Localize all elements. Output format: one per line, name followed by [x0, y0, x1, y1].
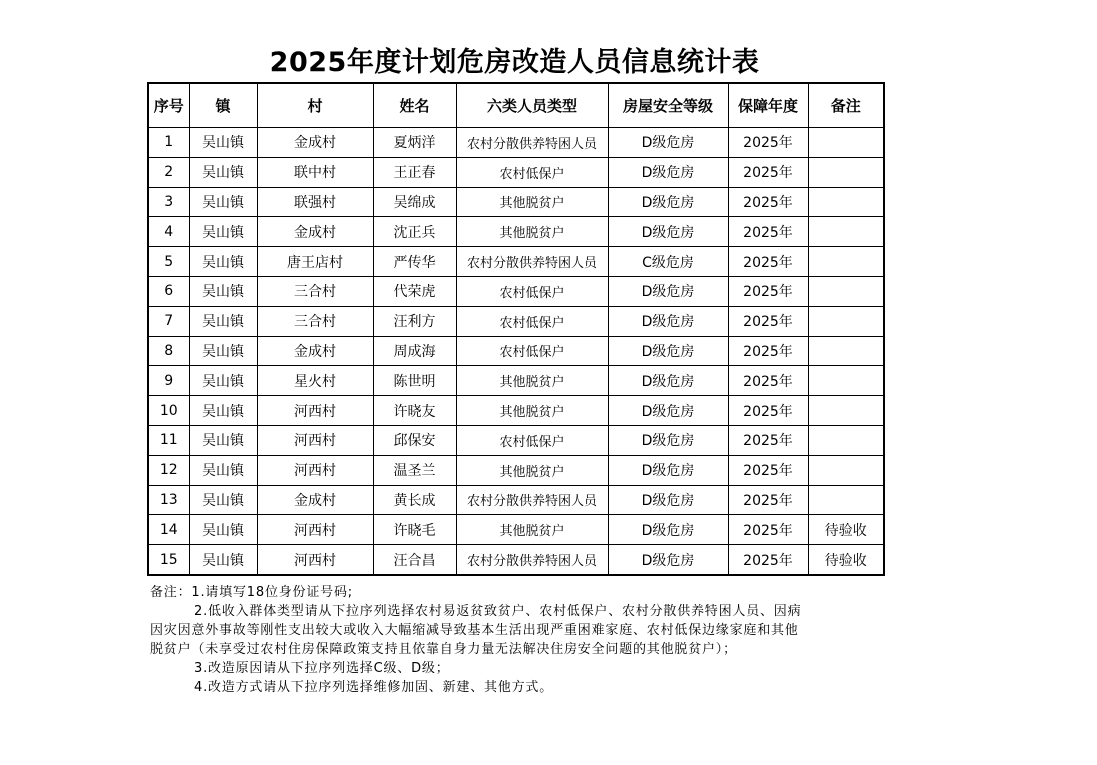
cell-town: 吴山镇 [189, 157, 257, 187]
cell-person-type: 农村分散供养特困人员 [456, 485, 608, 515]
cell-name: 代荣虎 [373, 276, 456, 306]
cell-safety-level: D级危房 [608, 396, 728, 426]
cell-person-type: 其他脱贫户 [456, 515, 608, 545]
cell-index: 11 [148, 425, 189, 455]
cell-village: 河西村 [257, 396, 373, 426]
cell-name: 黄长成 [373, 485, 456, 515]
cell-person-type: 其他脱贫户 [456, 366, 608, 396]
cell-index: 1 [148, 128, 189, 158]
cell-index: 4 [148, 217, 189, 247]
cell-year: 2025年 [728, 455, 808, 485]
cell-town: 吴山镇 [189, 336, 257, 366]
cell-safety-level: D级危房 [608, 187, 728, 217]
cell-remark [808, 336, 884, 366]
cell-name: 许晓友 [373, 396, 456, 426]
cell-town: 吴山镇 [189, 366, 257, 396]
cell-remark [808, 217, 884, 247]
cell-name: 沈正兵 [373, 217, 456, 247]
cell-town: 吴山镇 [189, 128, 257, 158]
cell-person-type: 其他脱贫户 [456, 217, 608, 247]
cell-index: 6 [148, 276, 189, 306]
cell-index: 8 [148, 336, 189, 366]
cell-village: 金成村 [257, 217, 373, 247]
cell-index: 10 [148, 396, 189, 426]
table-row [148, 455, 884, 485]
header-person-type: 六类人员类型 [456, 83, 608, 128]
cell-index: 2 [148, 157, 189, 187]
cell-name: 吴绵成 [373, 187, 456, 217]
cell-town: 吴山镇 [189, 276, 257, 306]
cell-person-type: 农村分散供养特困人员 [456, 128, 608, 158]
cell-remark [808, 276, 884, 306]
cell-index: 9 [148, 366, 189, 396]
cell-safety-level: D级危房 [608, 276, 728, 306]
cell-name: 汪合昌 [373, 545, 456, 575]
cell-person-type: 农村低保户 [456, 306, 608, 336]
cell-village: 星火村 [257, 366, 373, 396]
cell-remark [808, 247, 884, 277]
cell-index: 15 [148, 545, 189, 575]
cell-person-type: 农村低保户 [456, 157, 608, 187]
cell-index: 13 [148, 485, 189, 515]
cell-year: 2025年 [728, 366, 808, 396]
note-line: 脱贫户（未享受过农村住房保障政策支持且依靠自身力量无法解决住房安全问题的其他脱贫户）； [150, 642, 737, 657]
note-line: 备注：1.请填写18位身份证号码; [150, 585, 353, 600]
header-village: 村 [257, 83, 373, 128]
table-body [148, 128, 884, 575]
cell-person-type: 其他脱贫户 [456, 396, 608, 426]
cell-village: 金成村 [257, 336, 373, 366]
cell-village: 联强村 [257, 187, 373, 217]
header-remark: 备注 [808, 83, 884, 128]
header-index: 序号 [148, 83, 189, 128]
cell-town: 吴山镇 [189, 217, 257, 247]
cell-remark [808, 306, 884, 336]
note-line: 3.改造原因请从下拉序列选择C级、D级； [194, 661, 450, 676]
cell-safety-level: D级危房 [608, 515, 728, 545]
cell-name: 夏炳洋 [373, 128, 456, 158]
cell-name: 邱保安 [373, 425, 456, 455]
cell-year: 2025年 [728, 128, 808, 158]
header-town: 镇 [189, 83, 257, 128]
header-name: 姓名 [373, 83, 456, 128]
table-row [148, 425, 884, 455]
cell-safety-level: D级危房 [608, 336, 728, 366]
note-line: 2.低收入群体类型请从下拉序列选择农村易返贫致贫户、农村低保户、农村分散供养特困人员、因病 [194, 604, 802, 619]
cell-village: 河西村 [257, 515, 373, 545]
table-row [148, 306, 884, 336]
cell-person-type: 其他脱贫户 [456, 187, 608, 217]
cell-town: 吴山镇 [189, 187, 257, 217]
household-table [147, 82, 885, 576]
note-line: 4.改造方式请从下拉序列选择维修加固、新建、其他方式。 [194, 680, 554, 695]
cell-name: 王正春 [373, 157, 456, 187]
cell-person-type: 农村低保户 [456, 336, 608, 366]
table-row [148, 396, 884, 426]
cell-safety-level: D级危房 [608, 366, 728, 396]
cell-year: 2025年 [728, 157, 808, 187]
cell-town: 吴山镇 [189, 455, 257, 485]
cell-safety-level: D级危房 [608, 485, 728, 515]
cell-town: 吴山镇 [189, 545, 257, 575]
cell-index: 14 [148, 515, 189, 545]
cell-safety-level: D级危房 [608, 306, 728, 336]
table-row [148, 545, 884, 575]
cell-year: 2025年 [728, 485, 808, 515]
cell-village: 三合村 [257, 276, 373, 306]
cell-safety-level: D级危房 [608, 455, 728, 485]
cell-remark: 待验收 [808, 545, 884, 575]
cell-town: 吴山镇 [189, 247, 257, 277]
cell-remark [808, 128, 884, 158]
notes-section [150, 583, 880, 697]
cell-town: 吴山镇 [189, 306, 257, 336]
table-row [148, 217, 884, 247]
cell-village: 河西村 [257, 545, 373, 575]
cell-remark [808, 157, 884, 187]
cell-safety-level: D级危房 [608, 157, 728, 187]
cell-remark [808, 187, 884, 217]
cell-name: 汪利方 [373, 306, 456, 336]
cell-year: 2025年 [728, 247, 808, 277]
cell-index: 12 [148, 455, 189, 485]
cell-year: 2025年 [728, 187, 808, 217]
cell-year: 2025年 [728, 306, 808, 336]
cell-village: 三合村 [257, 306, 373, 336]
cell-remark [808, 396, 884, 426]
cell-person-type: 其他脱贫户 [456, 455, 608, 485]
cell-safety-level: D级危房 [608, 425, 728, 455]
table-header-row [148, 83, 884, 128]
cell-year: 2025年 [728, 396, 808, 426]
cell-name: 温圣兰 [373, 455, 456, 485]
table-row [148, 336, 884, 366]
cell-remark [808, 425, 884, 455]
cell-year: 2025年 [728, 545, 808, 575]
table-row [148, 366, 884, 396]
table-row [148, 128, 884, 158]
cell-town: 吴山镇 [189, 396, 257, 426]
cell-person-type: 农村分散供养特困人员 [456, 545, 608, 575]
header-year: 保障年度 [728, 83, 808, 128]
cell-index: 5 [148, 247, 189, 277]
cell-person-type: 农村低保户 [456, 276, 608, 306]
table-row [148, 157, 884, 187]
cell-year: 2025年 [728, 336, 808, 366]
cell-remark [808, 455, 884, 485]
cell-safety-level: C级危房 [608, 247, 728, 277]
cell-name: 许晓毛 [373, 515, 456, 545]
cell-index: 3 [148, 187, 189, 217]
cell-remark [808, 485, 884, 515]
cell-year: 2025年 [728, 515, 808, 545]
cell-name: 周成海 [373, 336, 456, 366]
cell-town: 吴山镇 [189, 425, 257, 455]
cell-village: 联中村 [257, 157, 373, 187]
table-row [148, 187, 884, 217]
note-line: 因灾因意外事故等刚性支出较大或收入大幅缩减导致基本生活出现严重困难家庭、农村低保边缘家庭和其他 [150, 623, 799, 638]
cell-year: 2025年 [728, 425, 808, 455]
cell-town: 吴山镇 [189, 515, 257, 545]
table-row [148, 485, 884, 515]
cell-safety-level: D级危房 [608, 128, 728, 158]
cell-village: 金成村 [257, 128, 373, 158]
cell-person-type: 农村分散供养特困人员 [456, 247, 608, 277]
table-row [148, 276, 884, 306]
table-row [148, 247, 884, 277]
cell-village: 金成村 [257, 485, 373, 515]
cell-name: 陈世明 [373, 366, 456, 396]
cell-village: 唐王店村 [257, 247, 373, 277]
cell-year: 2025年 [728, 276, 808, 306]
cell-remark [808, 366, 884, 396]
cell-name: 严传华 [373, 247, 456, 277]
cell-village: 河西村 [257, 425, 373, 455]
cell-person-type: 农村低保户 [456, 425, 608, 455]
cell-village: 河西村 [257, 455, 373, 485]
cell-index: 7 [148, 306, 189, 336]
cell-year: 2025年 [728, 217, 808, 247]
page-title: 2025年度计划危房改造人员信息统计表 [269, 47, 760, 78]
cell-safety-level: D级危房 [608, 545, 728, 575]
cell-remark: 待验收 [808, 515, 884, 545]
cell-safety-level: D级危房 [608, 217, 728, 247]
header-safety-level: 房屋安全等级 [608, 83, 728, 128]
cell-town: 吴山镇 [189, 485, 257, 515]
table-row [148, 515, 884, 545]
